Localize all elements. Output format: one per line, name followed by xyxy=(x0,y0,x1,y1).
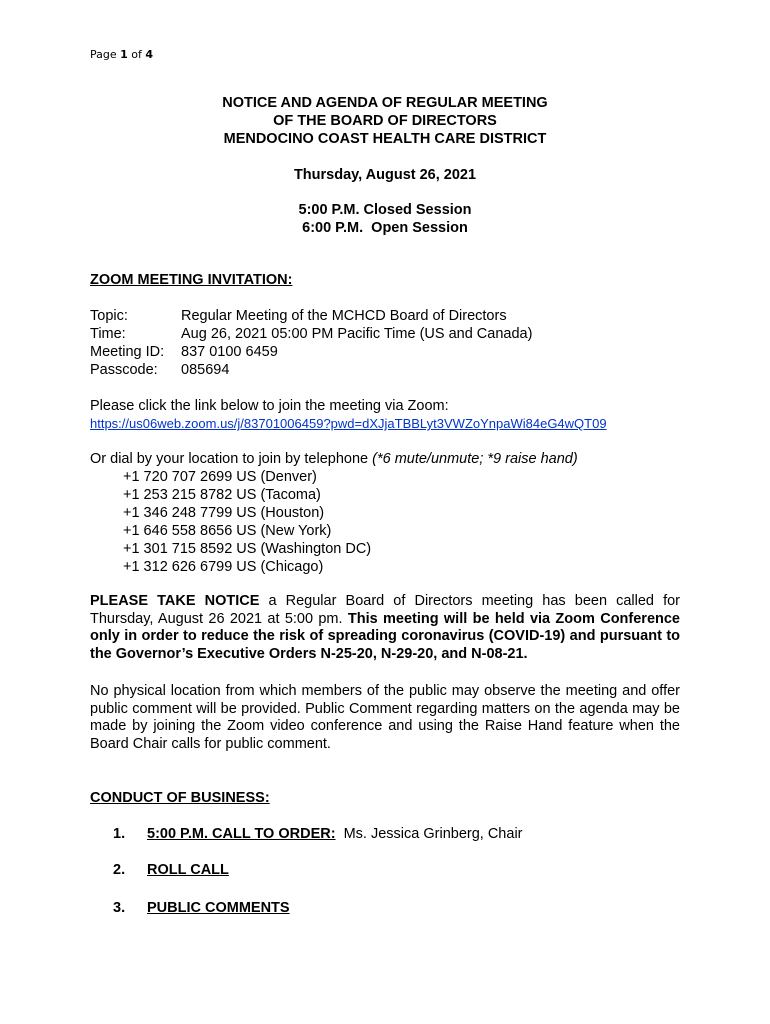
item-2 xyxy=(147,862,229,878)
item-1-number: 1. xyxy=(113,826,126,842)
total-pages-number: 4 xyxy=(145,48,154,61)
current-page-number: 1 xyxy=(120,48,128,61)
item-3-number: 3. xyxy=(113,900,126,916)
phone-denver: +1 720 707 2699 US (Denver) xyxy=(123,469,317,485)
phone-washington: +1 301 715 8592 US (Washington DC) xyxy=(123,541,372,557)
meeting-id-value: 837 0100 6459 xyxy=(181,344,278,360)
open-session-time: 6:00 P.M. Open Session xyxy=(302,220,468,236)
notice-bold-text: This meeting will be held via Zoom Conference only in order to reduce the risk of spreading coronavirus (COVID-19) and pursuant to the Governor’s Executive Orders N-25-20, N-29-20, and N-08-21. xyxy=(90,610,680,662)
meeting-id-label: Meeting ID: xyxy=(90,344,165,360)
meeting-date: Thursday, August 26, 2021 xyxy=(293,167,477,183)
closed-session-time: 5:00 P.M. Closed Session xyxy=(298,202,472,218)
topic-label: Topic: xyxy=(90,308,128,324)
item-1-title: 5:00 P.M. CALL TO ORDER: xyxy=(147,826,336,842)
dial-note: (*6 mute/unmute; *9 raise hand) xyxy=(372,451,578,467)
phone-houston: +1 346 248 7799 US (Houston) xyxy=(123,505,325,521)
time-label: Time: xyxy=(90,326,126,342)
conduct-heading: CONDUCT OF BUSINESS: xyxy=(90,790,270,806)
passcode-value: 085694 xyxy=(181,362,230,378)
item-1-detail: Ms. Jessica Grinberg, Chair xyxy=(335,826,523,842)
passcode-label: Passcode: xyxy=(90,362,158,378)
zoom-meeting-link[interactable]: https://us06web.zoom.us/j/83701006459?pwd=dXJjaTBBLyt3VWZoYnpaWi84eG4wQT09 xyxy=(90,416,607,431)
phone-new-york: +1 646 558 8656 US (New York) xyxy=(123,523,332,539)
zoom-heading: ZOOM MEETING INVITATION: xyxy=(90,272,293,288)
topic-value: Regular Meeting of the MCHCD Board of Directors xyxy=(181,308,507,324)
item-1 xyxy=(147,826,523,842)
title-line-1: NOTICE AND AGENDA OF REGULAR MEETING xyxy=(222,95,548,111)
item-3-title: PUBLIC COMMENTS xyxy=(147,900,290,916)
phone-tacoma: +1 253 215 8782 US (Tacoma) xyxy=(123,487,321,503)
item-2-title: ROLL CALL xyxy=(147,862,229,878)
item-3 xyxy=(147,900,290,916)
dial-intro: Or dial by your location to join by telephone (*6 mute/unmute; *9 raise hand) xyxy=(90,451,578,467)
public-comment-paragraph: No physical location from which members of the public may observe the meeting and offer public comment will be provided. Public Comment regarding matters on the agenda may be made by joining the Zoom video conference and using the Raise Hand feature when the Board Chair calls for public comment. xyxy=(90,683,680,752)
notice-lead: PLEASE TAKE NOTICE xyxy=(90,593,260,609)
item-2-number: 2. xyxy=(113,862,126,878)
link-intro: Please click the link below to join the meeting via Zoom: xyxy=(90,398,449,414)
phone-chicago: +1 312 626 6799 US (Chicago) xyxy=(123,559,324,575)
notice-paragraph: PLEASE TAKE NOTICE a Regular Board of Directors meeting has been called for Thursday, August 26 2021 at 5:00 pm. This meeting will be held via Zoom Conference only in order to reduce the risk of spreading coronavirus (COVID-19) and pursuant to the Governor’s Executive Orders N-25-20, N-29-20, and N-08-21. xyxy=(90,593,681,662)
page-indicator: Page 1 of 4 xyxy=(90,48,154,61)
title-line-2: OF THE BOARD OF DIRECTORS xyxy=(273,113,497,129)
time-value: Aug 26, 2021 05:00 PM Pacific Time (US and Canada) xyxy=(181,326,533,342)
title-line-3: MENDOCINO COAST HEALTH CARE DISTRICT xyxy=(223,131,547,147)
